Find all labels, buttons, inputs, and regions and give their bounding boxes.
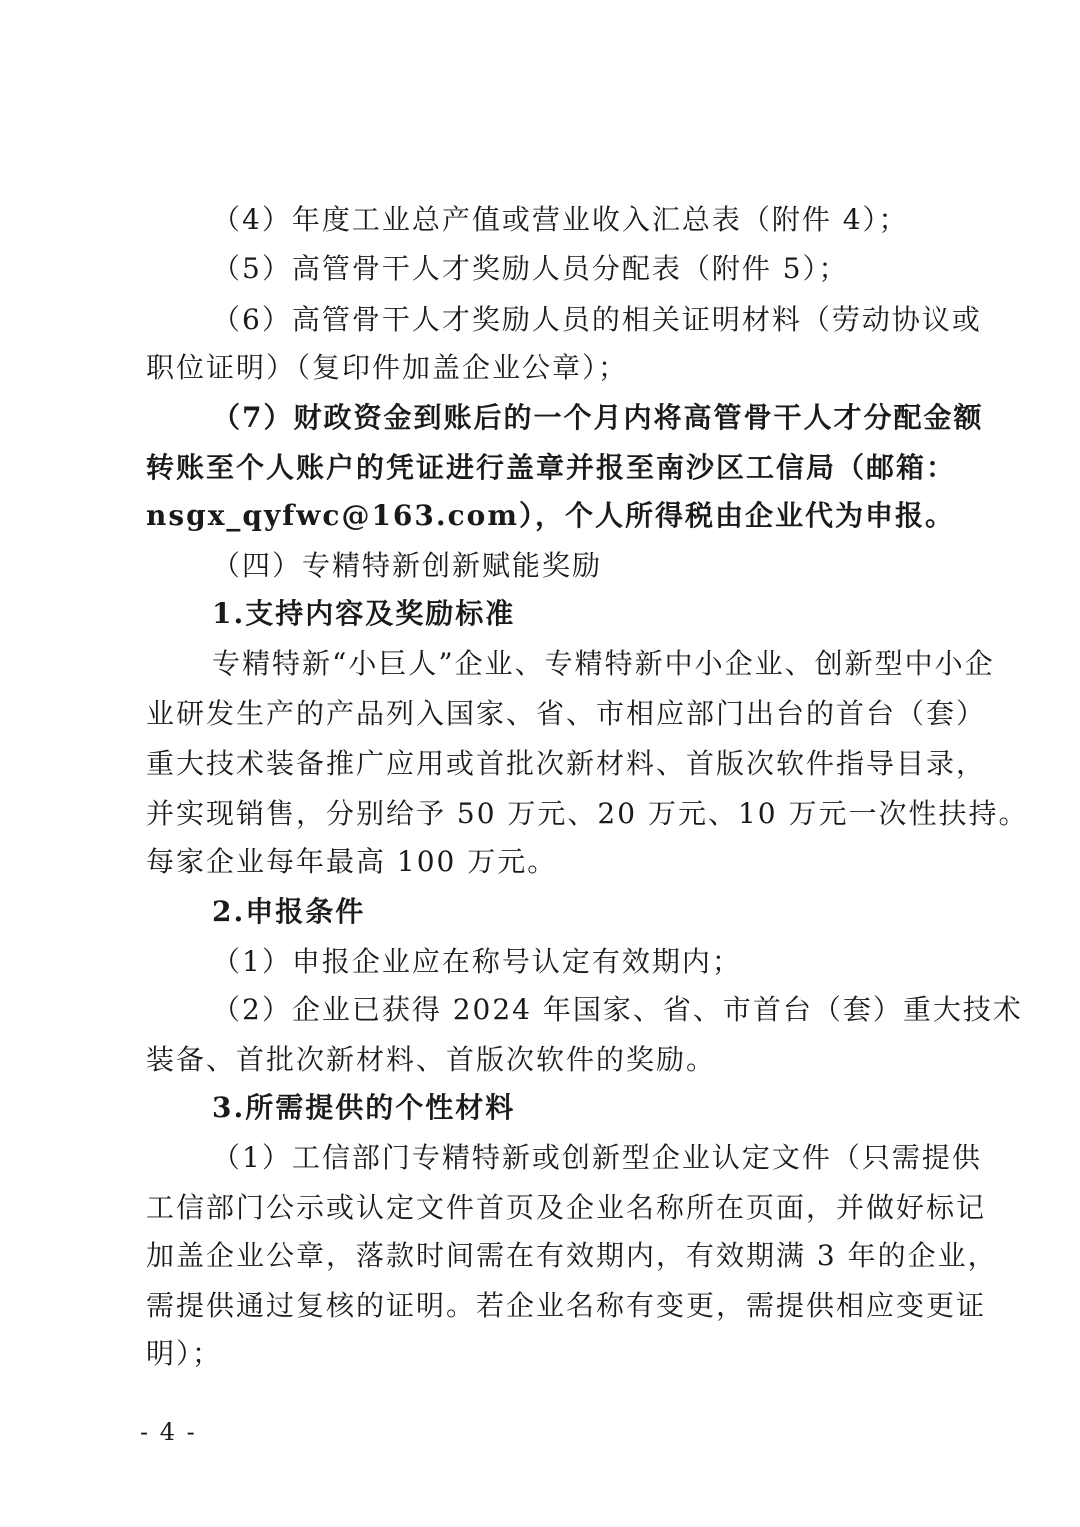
list-item-6-line-1: （6）高管骨干人才奖励人员的相关证明材料（劳动协议或 bbox=[212, 303, 982, 336]
subheading-materials: 3.所需提供的个性材料 bbox=[212, 1091, 516, 1124]
paragraph-line-4: 并实现销售，分别给予 50 万元、20 万元、10 万元一次性扶持。 bbox=[146, 797, 1029, 830]
paragraph-line-1: 专精特新“小巨人”企业、专精特新中小企业、创新型中小企 bbox=[212, 647, 995, 680]
paragraph-line-3: 重大技术装备推广应用或首批次新材料、首版次软件指导目录， bbox=[146, 747, 987, 780]
subheading-conditions: 2.申报条件 bbox=[212, 895, 366, 928]
list-item-4: （4）年度工业总产值或营业收入汇总表（附件 4）； bbox=[212, 203, 909, 236]
section-heading: （四）专精特新创新赋能奖励 bbox=[212, 549, 603, 582]
list-item-7-line-2: 转账至个人账户的凭证进行盖章并报至南沙区工信局（邮箱： bbox=[146, 451, 957, 484]
list-item-5: （5）高管骨干人才奖励人员分配表（附件 5）； bbox=[212, 252, 849, 285]
condition-item-1: （1）申报企业应在称号认定有效期内； bbox=[212, 945, 742, 978]
material-item-1-line-4: 需提供通过复核的证明。若企业名称有变更，需提供相应变更证 bbox=[146, 1289, 987, 1322]
subheading-support-content: 1.支持内容及奖励标准 bbox=[212, 597, 516, 630]
material-item-1-line-2: 工信部门公示或认定文件首页及企业名称所在页面，并做好标记 bbox=[146, 1191, 987, 1224]
paragraph-line-5: 每家企业每年最高 100 万元。 bbox=[146, 845, 558, 878]
list-item-6-line-2: 职位证明）（复印件加盖企业公章）； bbox=[146, 351, 629, 384]
condition-item-2-line-2: 装备、首批次新材料、首版次软件的奖励。 bbox=[146, 1043, 717, 1076]
list-item-7-line-1: （7）财政资金到账后的一个月内将高管骨干人才分配金额 bbox=[212, 401, 984, 434]
material-item-1-line-5: 明）； bbox=[146, 1337, 223, 1370]
material-item-1-line-1: （1）工信部门专精特新或创新型企业认定文件（只需提供 bbox=[212, 1141, 982, 1174]
material-item-1-line-3: 加盖企业公章，落款时间需在有效期内，有效期满 3 年的企业， bbox=[146, 1239, 998, 1272]
paragraph-line-2: 业研发生产的产品列入国家、省、市相应部门出台的首台（套） bbox=[146, 697, 987, 730]
page-number: - 4 - bbox=[140, 1418, 197, 1446]
condition-item-2-line-1: （2）企业已获得 2024 年国家、省、市首台（套）重大技术 bbox=[212, 993, 1023, 1026]
list-item-7-line-3: nsgx_qyfwc@163.com），个人所得税由企业代为申报。 bbox=[146, 499, 955, 532]
